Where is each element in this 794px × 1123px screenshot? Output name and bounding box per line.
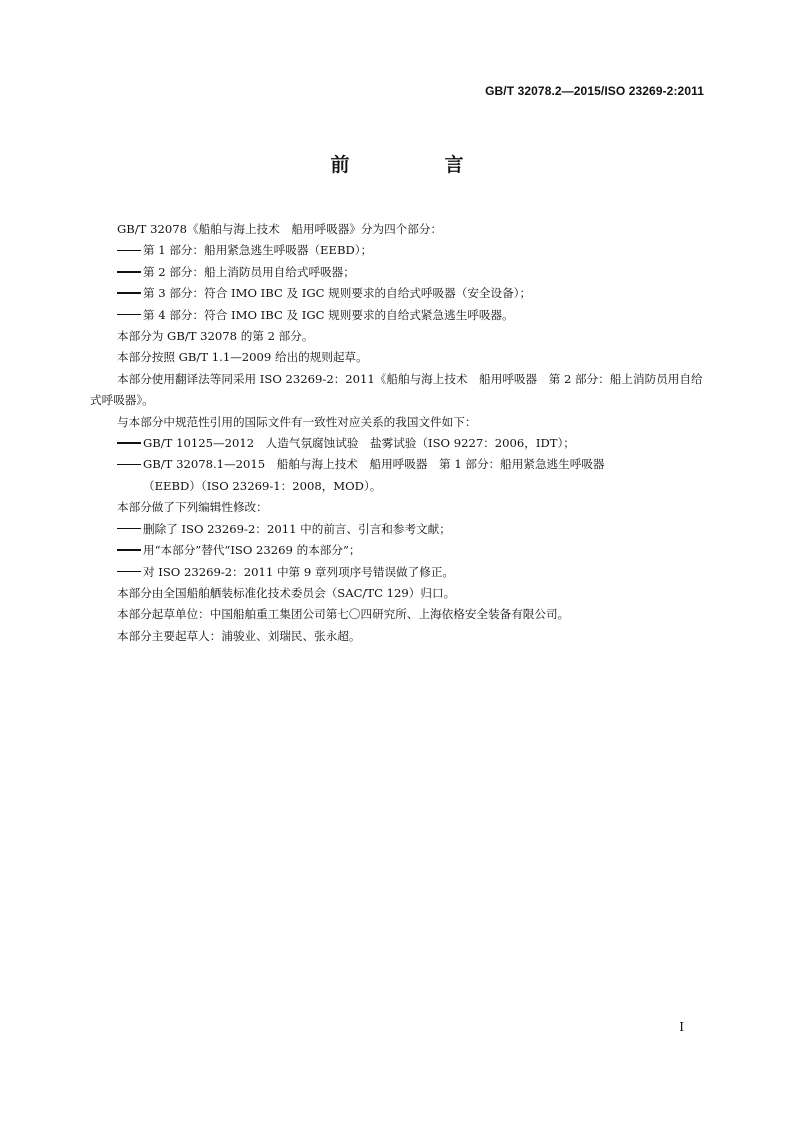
paragraph-editorial-changes-intro: 本部分做了下列编辑性修改： (117, 500, 268, 515)
paragraph-adoption: 本部分使用翻译法等同采用 ISO 23269-2：2011《船舶与海上技术 船用呼吸器 第 2 部分：船上消防员用自给式呼吸器》。 (90, 371, 703, 408)
page-title: 前 言 (330, 154, 502, 176)
paragraph-part-statement: 本部分为 GB/T 32078 的第 2 部分。 (117, 329, 314, 344)
list-item-change-3: 对 ISO 23269-2：2011 中第 9 章列项序号错误做了修正。 (90, 562, 704, 583)
dash-icon (117, 464, 141, 466)
paragraph-drafting-rules: 本部分按照 GB/T 1.1—2009 给出的规则起草。 (117, 350, 368, 365)
dash-icon (117, 250, 141, 252)
list-item-change-1: 删除了 ISO 23269-2：2011 中的前言、引言和参考文献； (90, 519, 704, 540)
dash-icon (117, 549, 141, 551)
list-item-part-3: 第 3 部分：符合 IMO IBC 及 IGC 规则要求的自给式呼吸器（安全设备）； (90, 283, 704, 304)
list-item-part-4: 第 4 部分：符合 IMO IBC 及 IGC 规则要求的自给式紧急逃生呼吸器。 (90, 305, 704, 326)
dash-icon (117, 442, 141, 444)
paragraph-drafters: 本部分主要起草人：浦骏业、刘瑞民、张永超。 (117, 628, 361, 643)
list-item-reference-2: GB/T 32078.1—2015 船舶与海上技术 船用呼吸器 第 1 部分：船用紧急逃生呼吸器 （EEBD）（ISO 23269-1：2008，MOD）。 (90, 454, 704, 497)
page-number: I (679, 1020, 684, 1034)
list-item-part-2: 第 2 部分：船上消防员用自给式呼吸器； (90, 262, 704, 283)
list-item-reference-1: GB/T 10125—2012 人造气氛腐蚀试验 盐雾试验（ISO 9227：2006，IDT）； (90, 433, 704, 454)
dash-icon (117, 292, 141, 294)
paragraph-normative-references-intro: 与本部分中规范性引用的国际文件有一致性对应关系的我国文件如下： (117, 414, 477, 429)
list-item-part-1: 第 1 部分：船用紧急逃生呼吸器（EEBD）； (90, 240, 704, 261)
paragraph-parts-intro: GB/T 32078《船舶与海上技术 船用呼吸器》分为四个部分： (117, 222, 443, 236)
paragraph-committee: 本部分由全国船舶舾装标准化技术委员会（SAC/TC 129）归口。 (117, 585, 456, 600)
dash-icon (117, 571, 141, 573)
dash-icon (117, 314, 141, 316)
standard-number-header: GB/T 32078.2—2015/ISO 23269-2:2011 (485, 84, 704, 98)
paragraph-drafting-units: 本部分起草单位：中国船舶重工集团公司第七〇四研究所、上海依格安全装备有限公司。 (117, 607, 570, 622)
list-item-change-2: 用“本部分”替代“ISO 23269 的本部分”； (90, 540, 704, 561)
dash-icon (117, 271, 141, 273)
dash-icon (117, 528, 141, 530)
foreword-body (90, 219, 704, 647)
